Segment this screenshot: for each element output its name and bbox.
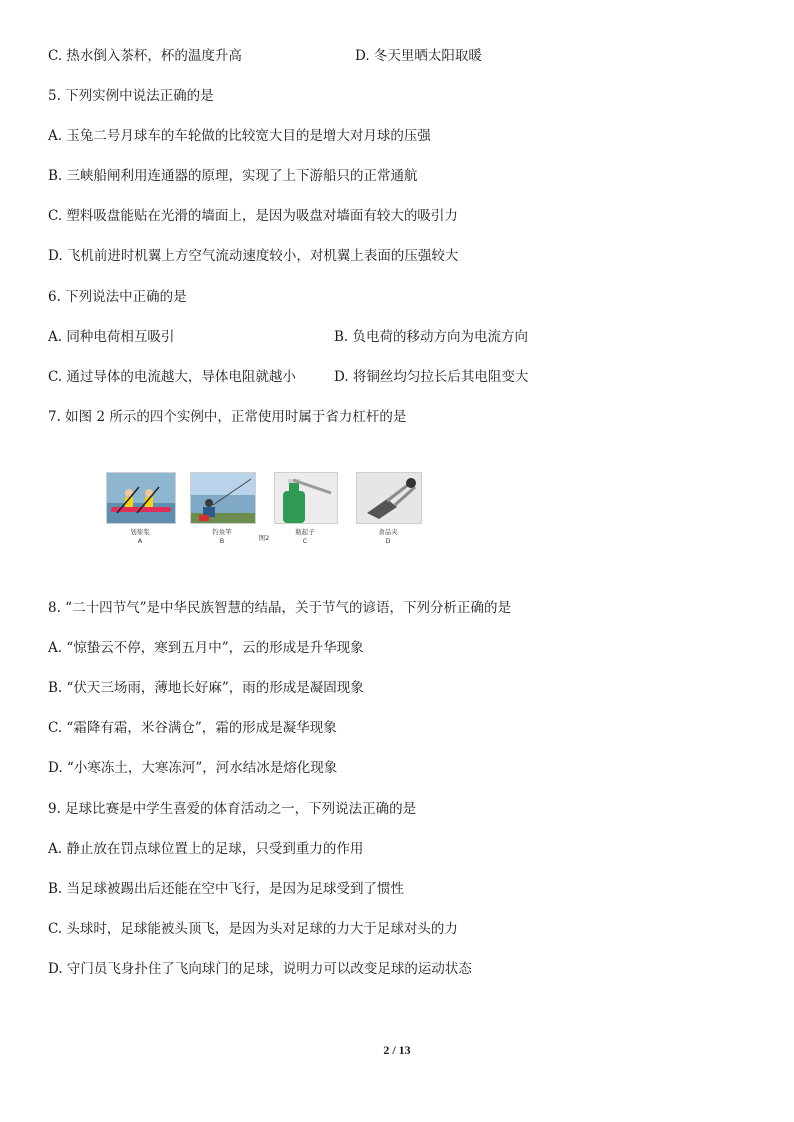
figure-label: 图2 [258, 534, 270, 542]
fishing-photo [190, 472, 256, 524]
caption-b: 钓鱼竿 B [212, 528, 232, 545]
q8-option-a: A. “惊蛰云不停，寒到五月中”，云的形成是升华现象 [48, 640, 364, 656]
q6-stem: 6. 下列说法中正确的是 [48, 289, 187, 305]
q9-stem: 9. 足球比赛是中学生喜爱的体育活动之一，下列说法正确的是 [48, 801, 417, 817]
bottle-opener-photo [274, 472, 338, 524]
page-number: 2 / 13 [383, 1043, 411, 1057]
q6-option-b: B. 负电荷的移动方向为电流方向 [334, 329, 529, 345]
q9-option-c: C. 头球时，足球能被头顶飞，是因为头对足球的力大于足球对头的力 [48, 921, 458, 937]
q9-option-a: A. 静止放在罚点球位置上的足球，只受到重力的作用 [48, 841, 364, 857]
q8-stem: 8. “二十四节气”是中华民族智慧的结晶，关于节气的谚语，下列分析正确的是 [48, 600, 511, 616]
q4-option-d: D. 冬天里晒太阳取暖 [355, 48, 482, 64]
q8-option-b: B. “伏天三场雨，薄地长好麻”，雨的形成是凝固现象 [48, 680, 364, 696]
q9-option-d: D. 守门员飞身扑住了飞向球门的足球，说明力可以改变足球的运动状态 [48, 961, 472, 977]
q6-option-c: C. 通过导体的电流越大，导体电阻就越小 [48, 369, 296, 385]
q5-option-b: B. 三峡船闸利用连通器的原理，实现了上下游船只的正常通航 [48, 168, 418, 184]
q9-option-b: B. 当足球被踢出后还能在空中飞行，是因为足球受到了惯性 [48, 881, 405, 897]
q8-option-d: D. “小寒冻土，大寒冻河”，河水结冰是熔化现象 [48, 760, 338, 776]
q6-option-d: D. 将铜丝均匀拉长后其电阻变大 [334, 369, 529, 385]
q7-stem: 7. 如图 2 所示的四个实例中，正常使用时属于省力杠杆的是 [48, 409, 407, 425]
q5-option-c: C. 塑料吸盘能贴在光滑的墙面上，是因为吸盘对墙面有较大的吸引力 [48, 208, 458, 224]
q7-figure [104, 470, 434, 550]
food-tongs-photo [356, 472, 422, 524]
q6-option-a: A. 同种电荷相互吸引 [48, 329, 175, 345]
q5-stem: 5. 下列实例中说法正确的是 [48, 88, 214, 104]
caption-a: 划桨浆 A [130, 528, 150, 545]
q4-option-c: C. 热水倒入茶杯，杯的温度升高 [48, 48, 242, 64]
caption-d: 食品夹 D [378, 528, 398, 545]
q5-option-d: D. 飞机前进时机翼上方空气流动速度较小，对机翼上表面的压强较大 [48, 248, 459, 264]
caption-c: 瓶起子 C [295, 528, 315, 545]
q5-option-a: A. 玉兔二号月球车的车轮做的比较宽大目的是增大对月球的压强 [48, 128, 431, 144]
q8-option-c: C. “霜降有霜，米谷满仓”，霜的形成是凝华现象 [48, 720, 337, 736]
kayak-photo [106, 472, 176, 524]
